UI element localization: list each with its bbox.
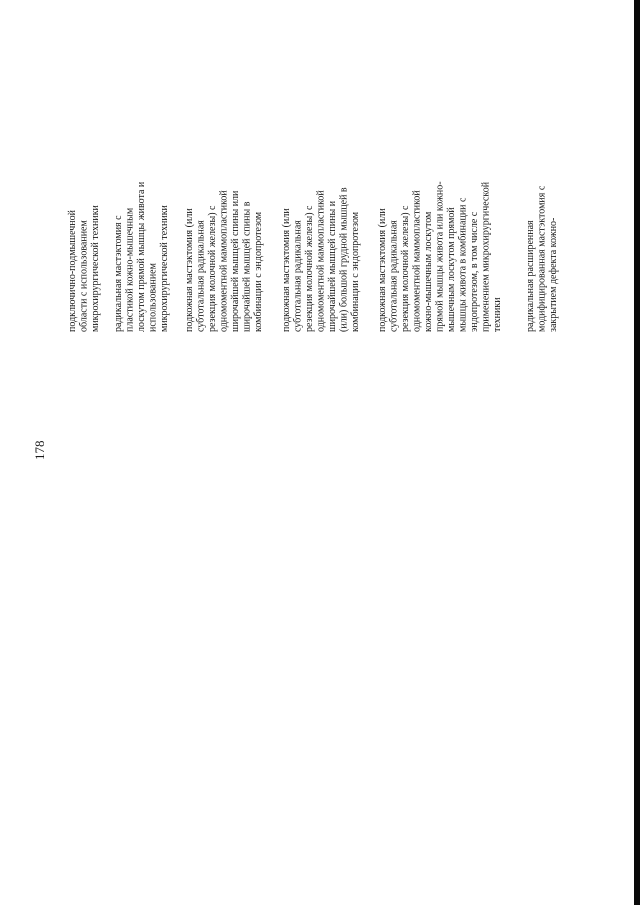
entry-line: радикальная расширенная [525, 220, 536, 332]
entry-line: резекция молочной железы) с [304, 205, 315, 332]
entry-line: области с использованием [78, 220, 90, 332]
entry-line: комбинации с эндопротезом [350, 211, 361, 332]
entry-line: подкожная мастэктомия (или [281, 208, 292, 332]
scan-edge-bar [634, 0, 640, 905]
entry-line: мышечным лоскутом прямой [446, 207, 457, 332]
entry-line: субтотальная радикальная [388, 220, 400, 332]
entry-line: использованием [147, 263, 159, 332]
entry-line: широчайшей мышцей спины и [327, 200, 338, 332]
procedure-entry-3 [184, 160, 265, 332]
entry-line: пластикой кожно-мышечным [124, 207, 136, 332]
entry-line: прямой мышцы живота или кожно- [434, 181, 446, 332]
entry-line: одномоментной маммопластикой [411, 190, 423, 332]
entry-line: одномоментной маммопластикой [218, 190, 230, 332]
entry-line: микрохирургической техники [90, 205, 101, 332]
procedure-entry-6 [525, 168, 560, 332]
entry-line: широчайшей мышцей спины в [241, 201, 253, 332]
entry-line: эндопротезом, в том числе с [469, 211, 480, 332]
entry-line: применением микрохирургической [480, 181, 492, 332]
entry-line: резекция молочной железы) с [400, 205, 411, 332]
entry-line: субтотальная радикальная [292, 220, 304, 332]
entry-line: резекция молочной железы) с [207, 205, 218, 332]
procedure-entry-2 [113, 152, 171, 332]
entry-line: подключично-подмышечной [67, 209, 78, 332]
entry-line: техники [492, 297, 503, 332]
entry-line: субтотальная радикальная [195, 220, 207, 332]
entry-line: одномоментной маммопластикой [315, 190, 327, 332]
page-number: 178 [32, 440, 47, 460]
entry-line: кожно-мышечным лоскутом [423, 211, 434, 332]
entry-line: подкожная мастэктомия (или [184, 208, 195, 332]
entry-line: лоскутом прямой мышцы живота и [136, 181, 147, 332]
entry-line: широчайшей мышцей спины или [230, 190, 241, 332]
entry-line: комбинации с эндопротезом [253, 211, 264, 332]
entry-line: закрытием дефекта кожно- [548, 217, 559, 332]
procedure-entry-4 [281, 160, 362, 332]
entry-line: мышцы живота в комбинации с [457, 197, 469, 332]
entry-line: (или) большой грудной мышцей в [338, 187, 350, 332]
entry-line: подкожная мастэктомия (или [377, 208, 388, 332]
entry-line: модифицированная мастэктомия с [536, 185, 548, 332]
entry-line: микрохирургической техники [159, 205, 170, 332]
procedure-entry-5 [377, 152, 504, 332]
entry-line: радикальная мастэктомия с [113, 215, 124, 332]
procedure-entry-1 [67, 172, 102, 332]
